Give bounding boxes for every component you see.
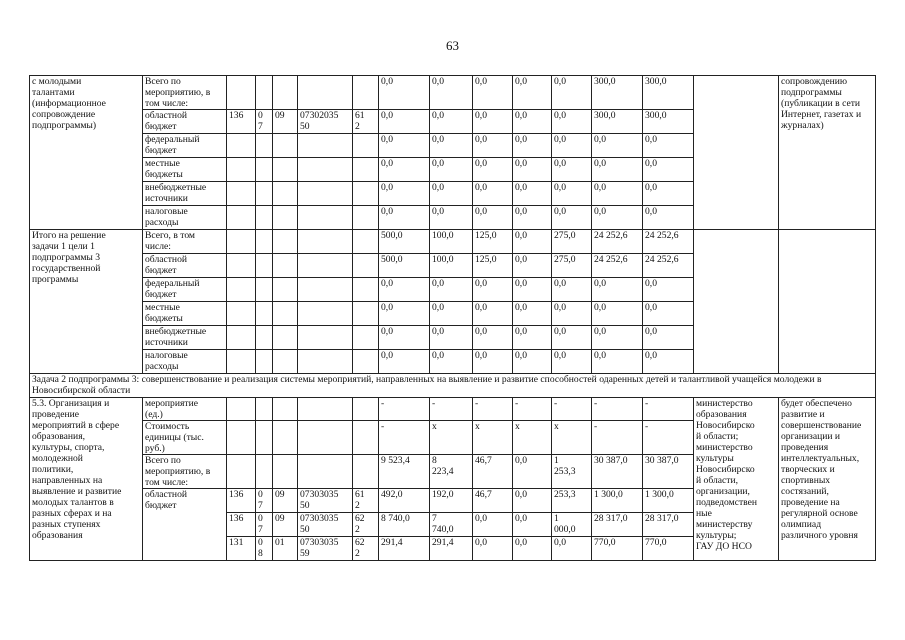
code-cell bbox=[298, 206, 353, 230]
value-cell: 0,0 bbox=[379, 278, 430, 302]
value-cell: 24 252,6 bbox=[592, 230, 643, 254]
code-cell bbox=[273, 254, 298, 278]
code-cell bbox=[273, 350, 298, 374]
value-cell: 0,0 bbox=[552, 302, 592, 326]
code-cell bbox=[273, 421, 298, 455]
value-cell: 0,0 bbox=[379, 206, 430, 230]
value-cell: 0,0 bbox=[592, 182, 643, 206]
value-cell: 0,0 bbox=[473, 182, 513, 206]
code-cell bbox=[256, 421, 273, 455]
value-cell: 192,0 bbox=[430, 489, 473, 513]
value-cell: 0,0 bbox=[430, 182, 473, 206]
value-cell: 0,0 bbox=[473, 350, 513, 374]
code-cell bbox=[273, 398, 298, 421]
code-cell bbox=[353, 158, 379, 182]
executor-cell bbox=[694, 76, 779, 230]
value-cell: 0,0 bbox=[473, 134, 513, 158]
code-cell bbox=[353, 350, 379, 374]
value-cell: 300,0 bbox=[592, 76, 643, 110]
value-cell: 0,0 bbox=[513, 489, 552, 513]
value-cell: 30 387,0 bbox=[643, 455, 694, 489]
value-cell: 0,0 bbox=[513, 158, 552, 182]
value-cell: 0,0 bbox=[473, 158, 513, 182]
code-cell: 01 bbox=[273, 537, 298, 561]
code-cell bbox=[298, 421, 353, 455]
code-cell bbox=[256, 134, 273, 158]
value-cell: 275,0 bbox=[552, 254, 592, 278]
value-cell: 0,0 bbox=[379, 76, 430, 110]
code-cell: 0 7 bbox=[256, 110, 273, 134]
code-cell bbox=[256, 158, 273, 182]
code-cell: 62 2 bbox=[353, 513, 379, 537]
code-cell: 136 bbox=[227, 513, 256, 537]
executor-cell bbox=[694, 230, 779, 374]
value-cell: 500,0 bbox=[379, 254, 430, 278]
value-cell: 0,0 bbox=[473, 326, 513, 350]
value-cell: - bbox=[430, 398, 473, 421]
code-cell bbox=[353, 455, 379, 489]
value-cell: 0,0 bbox=[552, 76, 592, 110]
code-cell bbox=[298, 398, 353, 421]
value-cell: 28 317,0 bbox=[592, 513, 643, 537]
value-cell: 0,0 bbox=[513, 206, 552, 230]
value-cell: 1 000,0 bbox=[552, 513, 592, 537]
value-cell: 24 252,6 bbox=[643, 254, 694, 278]
code-cell bbox=[227, 230, 256, 254]
value-cell: 0,0 bbox=[513, 254, 552, 278]
value-cell: 0,0 bbox=[513, 350, 552, 374]
funding-source: областной бюджет bbox=[143, 110, 227, 134]
value-cell: 500,0 bbox=[379, 230, 430, 254]
value-cell: 0,0 bbox=[513, 134, 552, 158]
code-cell bbox=[256, 206, 273, 230]
code-cell bbox=[298, 326, 353, 350]
value-cell: 0,0 bbox=[473, 110, 513, 134]
value-cell: 300,0 bbox=[643, 76, 694, 110]
code-cell: 0 8 bbox=[256, 537, 273, 561]
code-cell: 09 bbox=[273, 110, 298, 134]
value-cell: 0,0 bbox=[513, 76, 552, 110]
value-cell: 0,0 bbox=[643, 134, 694, 158]
code-cell bbox=[298, 134, 353, 158]
value-cell: - bbox=[592, 421, 643, 455]
value-cell: 8 740,0 bbox=[379, 513, 430, 537]
code-cell bbox=[273, 134, 298, 158]
code-cell bbox=[227, 302, 256, 326]
funding-source: мероприятие (ед.) bbox=[143, 398, 227, 421]
code-cell: 07302035 50 bbox=[298, 110, 353, 134]
code-cell bbox=[273, 158, 298, 182]
code-cell bbox=[273, 182, 298, 206]
result-cell: будет обеспечено развитие и совершенствование организации и проведения интеллектуальных, творческих и спортивных состязаний, проведение на регулярной основе олимпиад различного уровня bbox=[779, 398, 876, 561]
value-cell: 291,4 bbox=[430, 537, 473, 561]
value-cell: - bbox=[643, 421, 694, 455]
result-cell bbox=[779, 230, 876, 374]
code-cell bbox=[256, 398, 273, 421]
code-cell: 0 7 bbox=[256, 489, 273, 513]
funding-source: налоговые расходы bbox=[143, 206, 227, 230]
value-cell: 0,0 bbox=[513, 513, 552, 537]
value-cell: 0,0 bbox=[643, 206, 694, 230]
value-cell: 46,7 bbox=[473, 489, 513, 513]
table-row bbox=[30, 398, 876, 421]
value-cell: 30 387,0 bbox=[592, 455, 643, 489]
code-cell bbox=[353, 182, 379, 206]
value-cell: - bbox=[473, 398, 513, 421]
code-cell bbox=[273, 302, 298, 326]
value-cell: 1 300,0 bbox=[643, 489, 694, 513]
code-cell bbox=[256, 326, 273, 350]
funding-source: областной бюджет bbox=[143, 254, 227, 278]
value-cell: 1 300,0 bbox=[592, 489, 643, 513]
code-cell bbox=[298, 350, 353, 374]
code-cell bbox=[353, 421, 379, 455]
value-cell: 0,0 bbox=[430, 158, 473, 182]
page-number: 63 bbox=[446, 38, 459, 53]
code-cell bbox=[273, 455, 298, 489]
value-cell: 0,0 bbox=[430, 110, 473, 134]
value-cell: - bbox=[379, 421, 430, 455]
code-cell bbox=[256, 182, 273, 206]
code-cell bbox=[298, 76, 353, 110]
value-cell: - bbox=[643, 398, 694, 421]
value-cell: 0,0 bbox=[643, 278, 694, 302]
value-cell: 0,0 bbox=[473, 302, 513, 326]
value-cell: 253,3 bbox=[552, 489, 592, 513]
code-cell bbox=[227, 182, 256, 206]
value-cell: 0,0 bbox=[430, 350, 473, 374]
value-cell: 0,0 bbox=[379, 302, 430, 326]
section-header: Задача 2 подпрограммы 3: совершенствование и реализация системы мероприятий, направленных на выявление и развитие способностей одаренных детей и талантливой учащейся молодежи в Новосибирской области bbox=[30, 374, 876, 398]
value-cell: 0,0 bbox=[592, 206, 643, 230]
value-cell: 0,0 bbox=[473, 278, 513, 302]
code-cell bbox=[273, 206, 298, 230]
code-cell bbox=[273, 76, 298, 110]
value-cell: 0,0 bbox=[592, 350, 643, 374]
code-cell bbox=[256, 350, 273, 374]
code-cell bbox=[227, 421, 256, 455]
code-cell bbox=[273, 278, 298, 302]
funding-source: Стоимость единицы (тыс. руб.) bbox=[143, 421, 227, 455]
value-cell: 125,0 bbox=[473, 230, 513, 254]
funding-source: налоговые расходы bbox=[143, 350, 227, 374]
value-cell: 0,0 bbox=[513, 278, 552, 302]
code-cell bbox=[273, 326, 298, 350]
code-cell bbox=[298, 455, 353, 489]
funding-source: федеральный бюджет bbox=[143, 134, 227, 158]
code-cell bbox=[256, 76, 273, 110]
code-cell bbox=[227, 350, 256, 374]
funding-source: внебюджетные источники bbox=[143, 182, 227, 206]
value-cell: 100,0 bbox=[430, 230, 473, 254]
result-cell: сопровождению подпрограммы (публикации в сети Интернет, газетах и журналах) bbox=[779, 76, 876, 230]
value-cell: 125,0 bbox=[473, 254, 513, 278]
code-cell: 07303035 50 bbox=[298, 489, 353, 513]
value-cell: 0,0 bbox=[552, 350, 592, 374]
code-cell bbox=[353, 302, 379, 326]
code-cell bbox=[353, 254, 379, 278]
value-cell: x bbox=[552, 421, 592, 455]
value-cell: 0,0 bbox=[643, 158, 694, 182]
value-cell: 0,0 bbox=[592, 158, 643, 182]
code-cell bbox=[298, 302, 353, 326]
value-cell: 1 253,3 bbox=[552, 455, 592, 489]
value-cell: 0,0 bbox=[552, 158, 592, 182]
funding-source: местные бюджеты bbox=[143, 158, 227, 182]
code-cell: 07303035 50 bbox=[298, 513, 353, 537]
code-cell bbox=[298, 158, 353, 182]
code-cell bbox=[227, 206, 256, 230]
value-cell: 300,0 bbox=[592, 110, 643, 134]
value-cell: 0,0 bbox=[430, 326, 473, 350]
value-cell: 24 252,6 bbox=[643, 230, 694, 254]
value-cell: 0,0 bbox=[379, 350, 430, 374]
code-cell bbox=[256, 254, 273, 278]
value-cell: 0,0 bbox=[552, 110, 592, 134]
value-cell: 0,0 bbox=[552, 278, 592, 302]
code-cell bbox=[227, 455, 256, 489]
value-cell: 0,0 bbox=[592, 134, 643, 158]
value-cell: 770,0 bbox=[592, 537, 643, 561]
funding-source: областной бюджет bbox=[143, 489, 227, 561]
value-cell: 0,0 bbox=[552, 134, 592, 158]
value-cell: 28 317,0 bbox=[643, 513, 694, 537]
value-cell: 0,0 bbox=[592, 326, 643, 350]
code-cell bbox=[273, 230, 298, 254]
value-cell: 0,0 bbox=[473, 76, 513, 110]
value-cell: 0,0 bbox=[430, 302, 473, 326]
value-cell: 0,0 bbox=[473, 513, 513, 537]
code-cell bbox=[298, 278, 353, 302]
value-cell: 24 252,6 bbox=[592, 254, 643, 278]
code-cell bbox=[353, 230, 379, 254]
value-cell: 0,0 bbox=[592, 302, 643, 326]
value-cell: 770,0 bbox=[643, 537, 694, 561]
value-cell: 0,0 bbox=[430, 206, 473, 230]
value-cell: 0,0 bbox=[513, 182, 552, 206]
table-row bbox=[30, 76, 876, 110]
code-cell bbox=[227, 326, 256, 350]
code-cell bbox=[227, 398, 256, 421]
value-cell: 0,0 bbox=[473, 537, 513, 561]
code-cell bbox=[353, 76, 379, 110]
code-cell bbox=[256, 302, 273, 326]
value-cell: - bbox=[552, 398, 592, 421]
value-cell: 0,0 bbox=[513, 110, 552, 134]
value-cell: 0,0 bbox=[643, 182, 694, 206]
funding-source: местные бюджеты bbox=[143, 302, 227, 326]
value-cell: 9 523,4 bbox=[379, 455, 430, 489]
value-cell: 0,0 bbox=[552, 182, 592, 206]
value-cell: 0,0 bbox=[379, 326, 430, 350]
code-cell: 61 2 bbox=[353, 110, 379, 134]
funding-source: федеральный бюджет bbox=[143, 278, 227, 302]
code-cell bbox=[353, 326, 379, 350]
value-cell: 0,0 bbox=[643, 302, 694, 326]
value-cell: 0,0 bbox=[379, 134, 430, 158]
code-cell: 131 bbox=[227, 537, 256, 561]
value-cell: x bbox=[430, 421, 473, 455]
code-cell bbox=[298, 230, 353, 254]
funding-source: Всего, в том числе: bbox=[143, 230, 227, 254]
code-cell bbox=[256, 455, 273, 489]
code-cell: 62 2 bbox=[353, 537, 379, 561]
value-cell: 275,0 bbox=[552, 230, 592, 254]
code-cell bbox=[256, 278, 273, 302]
code-cell bbox=[353, 134, 379, 158]
value-cell: 0,0 bbox=[473, 206, 513, 230]
code-cell bbox=[227, 134, 256, 158]
budget-table bbox=[29, 75, 876, 561]
value-cell: 0,0 bbox=[513, 230, 552, 254]
value-cell: 0,0 bbox=[430, 76, 473, 110]
code-cell bbox=[227, 76, 256, 110]
value-cell: x bbox=[473, 421, 513, 455]
value-cell: 0,0 bbox=[513, 326, 552, 350]
code-cell: 61 2 bbox=[353, 489, 379, 513]
value-cell: 300,0 bbox=[643, 110, 694, 134]
value-cell: 8 223,4 bbox=[430, 455, 473, 489]
value-cell: 0,0 bbox=[513, 302, 552, 326]
funding-source: внебюджетные источники bbox=[143, 326, 227, 350]
value-cell: 0,0 bbox=[379, 110, 430, 134]
code-cell bbox=[298, 182, 353, 206]
funding-source: Всего по мероприятию, в том числе: bbox=[143, 455, 227, 489]
value-cell: 0,0 bbox=[513, 455, 552, 489]
value-cell: 0,0 bbox=[379, 158, 430, 182]
value-cell: 7 740,0 bbox=[430, 513, 473, 537]
value-cell: - bbox=[592, 398, 643, 421]
value-cell: 492,0 bbox=[379, 489, 430, 513]
executor-cell: министерство образования Новосибирско й области; министерство культуры Новосибирско й области, организации, подведомствен ные министерству культуры; ГАУ ДО НСО bbox=[694, 398, 779, 561]
code-cell bbox=[353, 206, 379, 230]
row-title: 5.3. Организация и проведение мероприятий в сфере образования, культуры, спорта, молодежной политики, направленных на выявление и развитие молодых талантов в разных сферах и на разных ступенях образования bbox=[30, 398, 143, 561]
code-cell: 136 bbox=[227, 110, 256, 134]
value-cell: 0,0 bbox=[592, 278, 643, 302]
value-cell: 0,0 bbox=[513, 537, 552, 561]
value-cell: 0,0 bbox=[379, 182, 430, 206]
value-cell: 0,0 bbox=[552, 537, 592, 561]
value-cell: - bbox=[513, 398, 552, 421]
code-cell: 0 7 bbox=[256, 513, 273, 537]
row-title: Итого на решение задачи 1 цели 1 подпрограммы 3 государственной программы bbox=[30, 230, 143, 374]
code-cell bbox=[298, 254, 353, 278]
table-row bbox=[30, 230, 876, 254]
value-cell: 100,0 bbox=[430, 254, 473, 278]
code-cell bbox=[353, 278, 379, 302]
value-cell: 46,7 bbox=[473, 455, 513, 489]
code-cell bbox=[256, 230, 273, 254]
value-cell: 0,0 bbox=[430, 134, 473, 158]
value-cell: x bbox=[513, 421, 552, 455]
value-cell: 0,0 bbox=[643, 350, 694, 374]
row-title: с молодыми талантами (информационное сопровождение подпрограммы) bbox=[30, 76, 143, 230]
value-cell: - bbox=[379, 398, 430, 421]
value-cell: 291,4 bbox=[379, 537, 430, 561]
value-cell: 0,0 bbox=[430, 278, 473, 302]
value-cell: 0,0 bbox=[643, 326, 694, 350]
code-cell: 09 bbox=[273, 513, 298, 537]
code-cell bbox=[353, 398, 379, 421]
funding-source: Всего по мероприятию, в том числе: bbox=[143, 76, 227, 110]
value-cell: 0,0 bbox=[552, 326, 592, 350]
code-cell bbox=[227, 254, 256, 278]
code-cell bbox=[227, 158, 256, 182]
value-cell: 0,0 bbox=[552, 206, 592, 230]
table-row bbox=[30, 374, 876, 398]
code-cell: 136 bbox=[227, 489, 256, 513]
code-cell: 07303035 59 bbox=[298, 537, 353, 561]
code-cell: 09 bbox=[273, 489, 298, 513]
code-cell bbox=[227, 278, 256, 302]
